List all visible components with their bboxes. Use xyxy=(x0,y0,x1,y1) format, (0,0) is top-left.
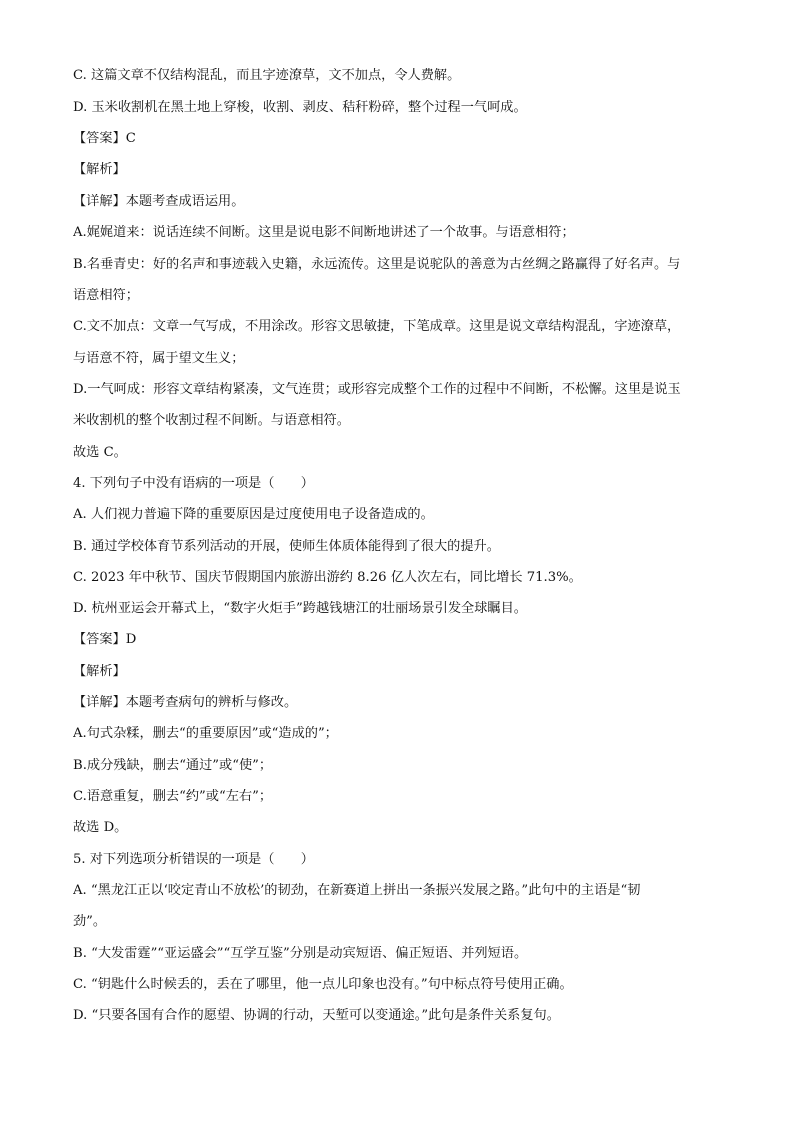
option-a-q5-cont: 劲”。 xyxy=(73,914,107,929)
detail-q3: 【详解】本题考查成语运用。 xyxy=(73,194,245,209)
answer-q3: 【答案】C xyxy=(73,131,136,146)
detail-q4: 【详解】本题考查病句的辨析与修改。 xyxy=(73,695,298,710)
option-a-q5: A. “黑龙江正以‘咬定青山不放松’的韧劲，在新赛道上拼出一条振兴发展之路。”此句中的主语是“韧 xyxy=(73,883,641,898)
analysis-heading-q3: 【解析】 xyxy=(73,162,126,177)
option-b-q4: B. 通过学校体育节系列活动的开展，使师生体质体能得到了很大的提升。 xyxy=(73,539,500,554)
option-c-q5: C. “钥匙什么时候丢的，丢在了哪里，他一点儿印象也没有。”句中标点符号使用正确。 xyxy=(73,977,573,992)
conclusion-q3: 故选 C。 xyxy=(73,445,127,460)
answer-q4: 【答案】D xyxy=(73,632,137,647)
explain-b-q4: B.成分残缺，删去“通过”或“使”； xyxy=(73,758,273,773)
option-c-q4: C. 2023 年中秋节、国庆节假期国内旅游出游约 8.26 亿人次左右，同比增长 71.3%。 xyxy=(73,570,582,585)
explain-d-q3: D.一气呵成：形容文章结构紧凑，文气连贯；或形容完成整个工作的过程中不间断，不松懈。这里是说玉 xyxy=(73,382,681,397)
analysis-heading-q4: 【解析】 xyxy=(73,664,126,679)
question-4: 4. 下列句子中没有语病的一项是（ ） xyxy=(73,476,314,491)
explain-a-q3: A.娓娓道来：说话连续不间断。这里是说电影不间断地讲述了一个故事。与语意相符； xyxy=(73,225,575,240)
option-d-q4: D. 杭州亚运会开幕式上，“数字火炬手”跨越钱塘江的壮丽场景引发全球瞩目。 xyxy=(73,601,527,616)
explain-b-q3: B.名垂青史：好的名声和事迹载入史籍，永远流传。这里是说驼队的善意为古丝绸之路赢得了好名声。与 xyxy=(73,257,681,272)
question-5: 5. 对下列选项分析错误的一项是（ ） xyxy=(73,852,314,867)
explain-c-q3: C.文不加点：文章一气写成，不用涂改。形容文思敏捷，下笔成章。这里是说文章结构混乱，字迹潦草， xyxy=(73,319,681,334)
explain-c-q4: C.语意重复，删去“约”或“左右”； xyxy=(73,789,273,804)
option-d-q3: D. 玉米收割机在黑土地上穿梭，收割、剥皮、秸秆粉碎，整个过程一气呵成。 xyxy=(73,100,527,115)
option-d-q5: D. “只要各国有合作的愿望、协调的行动，天堑可以变通途。”此句是条件关系复句。 xyxy=(73,1008,560,1023)
explain-c-q3-cont: 与语意不符，属于望文生义； xyxy=(73,351,245,366)
option-a-q4: A. 人们视力普遍下降的重要原因是过度使用电子设备造成的。 xyxy=(73,507,434,522)
explain-b-q3-cont: 语意相符； xyxy=(73,288,139,303)
option-b-q5: B. “大发雷霆”“亚运盛会”“互学互鉴”分别是动宾短语、偏正短语、并列短语。 xyxy=(73,946,528,961)
conclusion-q4: 故选 D。 xyxy=(73,820,128,835)
option-c-q3: C. 这篇文章不仅结构混乱，而且字迹潦草，文不加点，令人费解。 xyxy=(73,68,461,83)
explain-a-q4: A.句式杂糅，删去“的重要原因”或“造成的”； xyxy=(73,726,338,741)
explain-d-q3-cont: 米收割机的整个收割过程不间断。与语意相符。 xyxy=(73,413,350,428)
